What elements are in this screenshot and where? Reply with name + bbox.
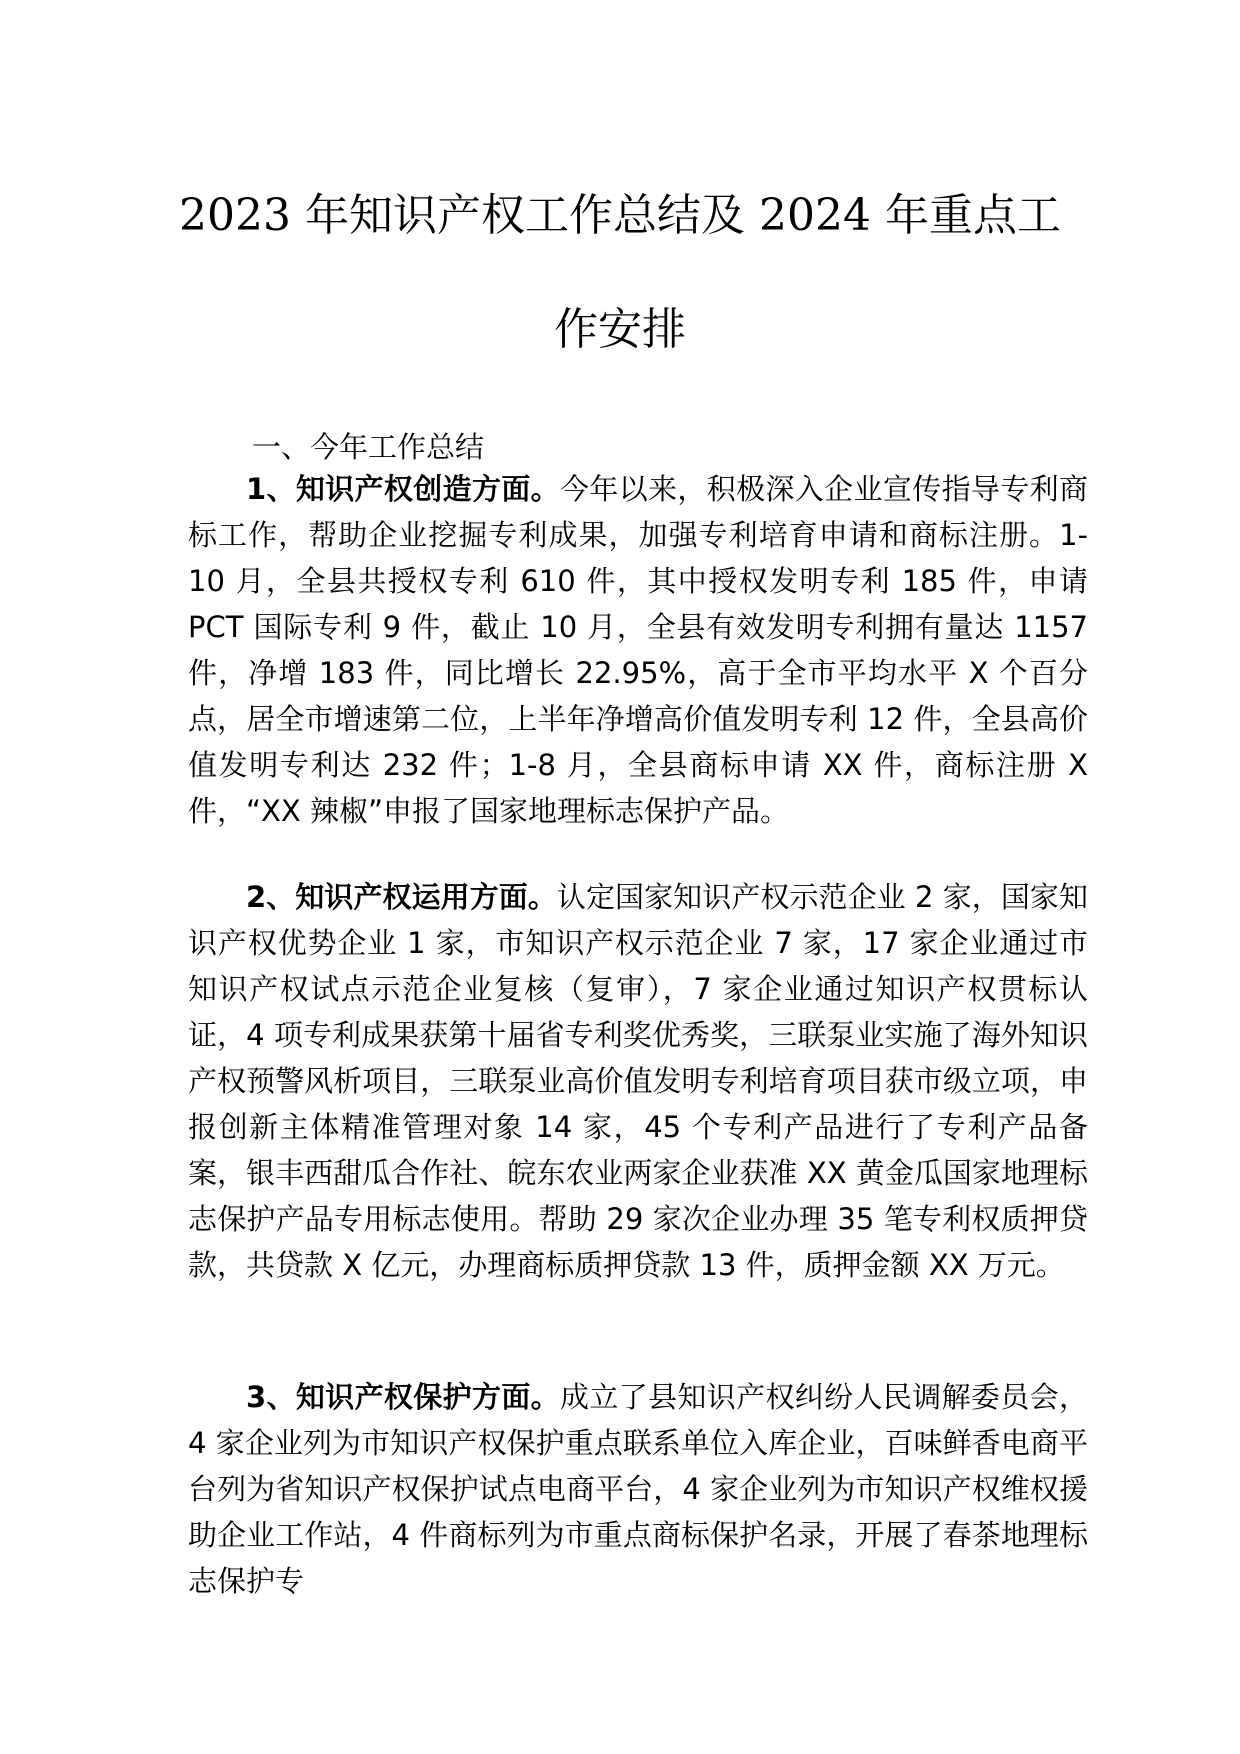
document-title-line-1: 2023 年知识产权工作总结及 2024 年重点工: [179, 190, 1061, 241]
paragraph-ip-creation: [188, 466, 1088, 834]
paragraph-heading: 3、知识产权保护方面。: [246, 1380, 561, 1414]
paragraph-ip-protection: [188, 1374, 1088, 1604]
section-heading-work-summary: 一、今年工作总结: [252, 430, 485, 464]
paragraph-body: 成立了县知识产权纠纷人民调解委员会，4 家企业列为市知识产权保护重点联系单位入库企业，百味鲜香电商平台列为省知识产权保护试点电商平台，4 家企业列为市知识产权维权援助企业工作站，4 件商标列为市重点商标保护名录，开展了春茶地理标志保护专: [188, 1380, 1088, 1598]
paragraph-ip-utilization: [188, 874, 1088, 1288]
paragraph-body: 今年以来，积极深入企业宣传指导专利商标工作，帮助企业挖掘专利成果，加强专利培育申请和商标注册。1-10 月，全县共授权专利 610 件，其中授权发明专利 185 件，申请 PCT 国际专利 9 件，截止 10 月，全县有效发明专利拥有量达 1157 件，净增 183 件，同比增长 22.95%，高于全市平均水平 X 个百分点，居全市增速第二位，上半年净增高价值发明专利 12 件，全县高价值发明专利达 232 件；1-8 月，全县商标申请 XX 件，商标注册 X 件，“XX 辣椒”申报了国家地理标志保护产品。: [188, 472, 1088, 828]
document-title-line-2: 作安排: [554, 304, 686, 355]
paragraph-body: 认定国家知识产权示范企业 2 家，国家知识产权优势企业 1 家，市知识产权示范企业 7 家，17 家企业通过市知识产权试点示范企业复核（复审），7 家企业通过知识产权贯标认证，4 项专利成果获第十届省专利奖优秀奖，三联泵业实施了海外知识产权预警风析项目，三联泵业高价值发明专利培育项目获市级立项，申报创新主体精准管理对象 14 家，45 个专利产品进行了专利产品备案，银丰西甜瓜合作社、皖东农业两家企业获准 XX 黄金瓜国家地理标志保护产品专用标志使用。帮助 29 家次企业办理 35 笔专利权质押贷款，共贷款 X 亿元，办理商标质押贷款 13 件，质押金额 XX 万元。: [188, 880, 1089, 1282]
paragraph-heading: 2、知识产权运用方面。: [246, 880, 557, 914]
paragraph-heading: 1、知识产权创造方面。: [246, 472, 561, 506]
